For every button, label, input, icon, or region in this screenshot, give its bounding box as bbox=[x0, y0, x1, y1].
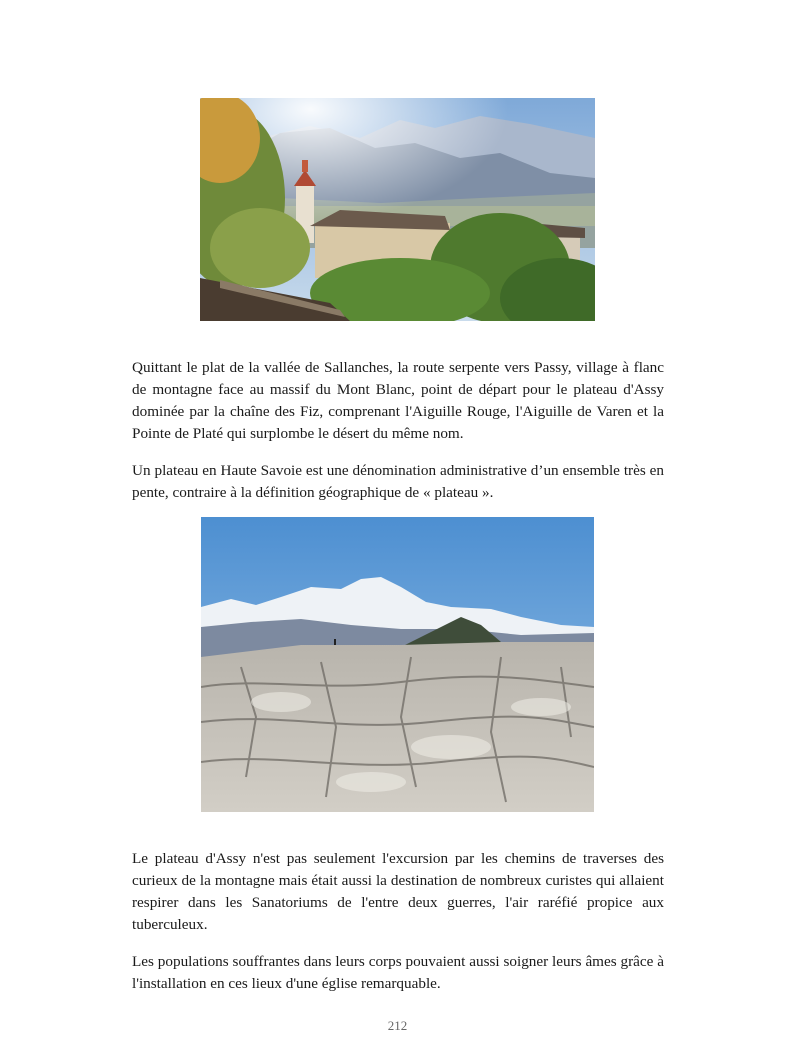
paragraph-sanatoriums: Le plateau d'Assy n'est pas seulement l'excursion par les chemins de traverses des curieux de la montagne mais était aussi la destination de nombreux curistes qui allaient respirer dans les Sanatoriums de l'entre deux guerres, l'air raréfié propice aux tuberculeux. bbox=[132, 850, 664, 933]
paragraph-church: Les populations souffrantes dans leurs corps pouvaient aussi soigner leurs âmes grâce à l'installation en ces lieux d'une église remarquable. bbox=[132, 953, 664, 992]
paragraph-passy-route: Quittant le plat de la vallée de Sallanches, la route serpente vers Passy, village à flanc de montagne face au massif du Mont Blanc, point de départ pour le plateau d'Assy dominée par la chaîne des Fiz, comprenant l'Aiguille Rouge, l'Aiguille de Varen et la Pointe de Platé qui surplombe le désert du même nom. bbox=[132, 359, 664, 442]
paragraph-plateau-definition: Un plateau en Haute Savoie est une dénomination administrative d’un ensemble très en pente, contraire à la définition géographique de « plateau ». bbox=[132, 462, 664, 501]
village-mountain-photo bbox=[200, 98, 595, 321]
limestone-plateau-photo bbox=[201, 517, 594, 812]
page-number: 212 bbox=[387, 1018, 408, 1033]
